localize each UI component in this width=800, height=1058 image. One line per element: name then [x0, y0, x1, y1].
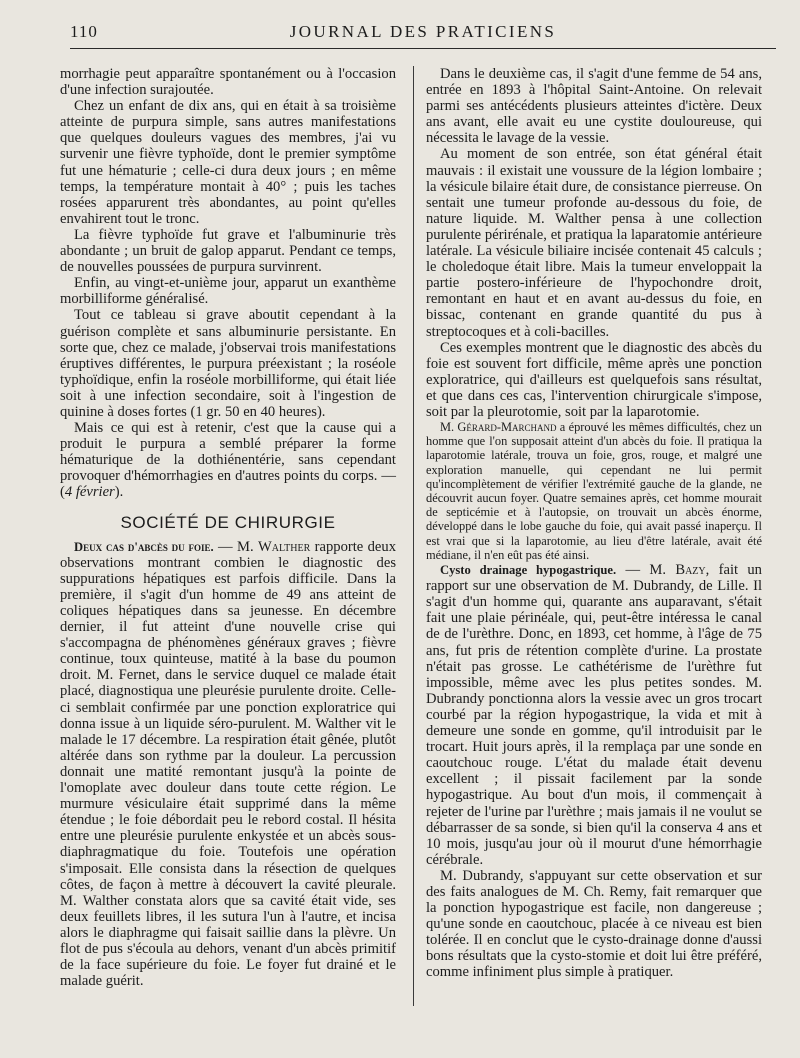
- paragraph: Enfin, au vingt-et-unième jour, apparut un exanthème morbilliforme généralisé.: [60, 275, 396, 308]
- paragraph-text: — M.: [213, 538, 258, 555]
- paragraph: Dans le deuxième cas, il s'agit d'une femme de 54 ans, entrée en 1893 à l'hôpital Saint-Antoine. On relevait parmi ses antécédents plusieurs atteintes d'ictère. Deux ans avant, elle avait eu une cystite douloureuse, qui nécessita le lavage de la vessie.: [426, 66, 762, 147]
- paragraph: La fièvre typhoïde fut grave et l'albuminurie très abondante ; un bruit de galop apparut. Pendant ce temps, de nouvelles poussées de purpura survinrent.: [60, 226, 396, 276]
- section-title: SOCIÉTÉ DE CHIRURGIE: [120, 512, 336, 532]
- paragraph: Tout ce tableau si grave aboutit cependant à la guérison complète et sans albuminurie persistante. En sorte que, chez ce malade, j'observai trois manifestations éruptives différentes, le purpura préexistant ; la roséole typhoïdique, enfin la roséole morbilliforme, qui était liée soit à une infection secondaire, soit à l'ingestion de quinine à doses fortes (1 gr. 50 en 40 heures).: [60, 307, 396, 420]
- page-number: 110: [70, 22, 98, 41]
- paragraph: morrhagie peut apparaître spontanément ou à l'occasion d'une infection surajoutée.: [60, 66, 396, 99]
- run-in-heading: Cysto drainage hypogastrique.: [440, 563, 617, 578]
- paragraph-text: , fait un rapport sur une observation de M. Dubrandy, de Lille. Il s'agit d'un homme qui, quarante ans auparavant, s'était fait une plaie périnéale, qui, peut-être intéressa le canal de de l'urèthre. Donc, en 1893, cet homme, à l'âge de 75 ans, fut pris de rétention complète d'urine. La prostate n'était pas grosse. Le cathétérisme de l'urèthre fut impossible, même avec les plus petites sondes. M. Dubrandy ponctionna alors la vessie avec un gros trocart courbé par la région hypogastrique, la vida et mit à demeure une sonde en gomme, qu'il introduisit par le trocart. Huit jours après, il la remplaça par une sonde en caoutchouc rouge. L'état du malade était devenu excellent ; il pissait facilement par la sonde hypogastrique. Au bout d'un mois, il commençait à rejeter de l'urine par l'urèthre ; mais jamais il ne voulut se débarrasser de sa sonde, si bien qu'il la conserva 4 ans et 10 mois, jusqu'au jour où il mourut d'une hémorrhagie cérébrale.: [426, 562, 762, 868]
- paragraph: [60, 420, 396, 500]
- running-title: JOURNAL DES PRATICIENS: [289, 22, 557, 41]
- paragraph: [60, 539, 396, 990]
- paragraph-text: — M.: [616, 562, 676, 579]
- column-divider: [413, 66, 414, 1006]
- paragraph-end: ).: [114, 484, 124, 501]
- paragraph: Au moment de son entrée, son état général était mauvais : il existait une voussure de la légion lombaire ; la vésicule bilaire était dure, de consistance pierreuse. On sentait une tumeur profonde au-dessous du foie, de nature liquide. M. Walther pensa à une collection purulente périrénale, et pratiqua la laparatomie antérieure latérale. La vésicule biliaire incisée contenait 45 calculs ; le choledoque était libre. Mais la tumeur enveloppait la partie postero-inférieure de l'hypochondre droit, remontant en haut et en avant au-dessus du foie, en bissac, contenant en grande quantité du pus à streptocoques et à coli-bacilles.: [426, 146, 762, 340]
- paragraph: [426, 420, 762, 562]
- paragraph: Ces exemples montrent que le diagnostic des abcès du foie est souvent fort difficile, même après une ponction exploratrice, qui d'ailleurs est quelquefois sans résultat, et que dans ces cas, l'intervention chirurgicale s'impose, soit par la pleurotomie, soit par la laparotomie.: [426, 339, 762, 420]
- author-name: M. Gérard-Marchand: [440, 420, 557, 435]
- right-column: [426, 66, 762, 981]
- run-in-heading: Deux cas d'abcès du foie.: [74, 539, 214, 554]
- paragraph: M. Dubrandy, s'appuyant sur cette observation et sur des faits analogues de M. Ch. Remy, fait remarquer que la ponction hypogastrique est facile, non dangereuse ; qu'une sonde en caoutchouc, placée à ce niveau est bien tolérée. Il en conclut que le cysto-drainage donne d'aussi bons résultats que la cysto-stomie et doit lui être préféré, comme infiniment plus simple à pratiquer.: [426, 867, 762, 981]
- article-date: 4 février: [64, 484, 115, 501]
- paragraph-text: rapporte deux observations montrant combien le diagnostic des suppurations hépatiques est parfois difficile. Dans la première, il s'agit d'un homme de 49 ans atteint de coliques hépatiques dans sa jeunesse. En décembre dernier, il fut atteint d'une nouvelle crise qui s'accompagna de phénomènes généraux graves ; fièvre continue, toux quinteuse, matité à la base du poumon droit. M. Fernet, dans le service duquel ce malade était placé, diagnostiqua une pleurésie purulente droite. Celle-ci semblait confirmée par une ponction exploratrice qui donna issue à un liquide séro-purulent. M. Walther vit le malade le 17 décembre. La respiration était gênée, plutôt altérée dans son rythme par la douleur. La percussion donnait une matité remontant jusqu'à la pointe de l'omoplate avec douleur dans toute cette région. Le murmure vésiculaire était supprimé dans la même étendue ; le foie débordait peu le rebord costal. Il hésita entre une pleurésie purulente enkystée et un abcès sous-diaphragmatique du foie. Toutefois une opération s'imposait. Elle consista dans la résection de quelques côtes, de façon à mettre à découvert la cavité pleurale. M. Walther constata alors que sa cavité était vide, ses deux feuillets libres, il les sutura l'un à l'autre, et incisa alors le diaphragme qui faisait saillie dans la plèvre. Un flot de pus s'écoula au dehors, venant d'un abcès primitif de la face supérieure du foie. Le foyer fut drainé et le malade guérit.: [60, 538, 396, 990]
- page-header: [70, 22, 776, 49]
- author-name: Bazy: [675, 562, 706, 579]
- paragraph: [426, 562, 762, 868]
- paragraph-text: Mais ce qui est à retenir, c'est que la cause qui a produit le purpura a semblé préparer la forme hématurique de la dothiénentérie, sans cependant provoquer d'hémorrhagies en d'autres points du corps. — (: [60, 420, 396, 501]
- author-name: Walther: [258, 538, 311, 555]
- paragraph-text: a éprouvé les mêmes difficultés, chez un homme que l'on supposait atteint d'un abcès du foie. Il pratiqua la laparotomie latérale, trouva un foie, gros, rouge, et malgré une exploration manuelle, qui cependant ne lui permit qu'incomplètement de vérifier l'extrémité gauche de la glande, ne découvrit aucun foyer. Quatre semaines après, cet homme mourait de septicémie et à l'autopsie, on trouvait un abcès énorme, développé dans le lobe gauche du foie, qui avait passé inaperçu. Il est vrai que si la laparotomie, au lieu d'être latérale, avait été médiane, il n'en eût pas été ainsi.: [426, 420, 762, 562]
- left-column: [60, 66, 396, 989]
- paragraph: Chez un enfant de dix ans, qui en était à sa troisième atteinte de purpura simple, sans autres manifestations que quelques douleurs vagues des membres, j'ai vu survenir une fièvre typhoïde, dont le premier symptôme fut une hématurie ; celle-ci dura deux jours ; en même temps, la température montait à 40° ; puis les taches rosées apparurent très abondantes, au point qu'elles envahirent tout le tronc.: [60, 98, 396, 227]
